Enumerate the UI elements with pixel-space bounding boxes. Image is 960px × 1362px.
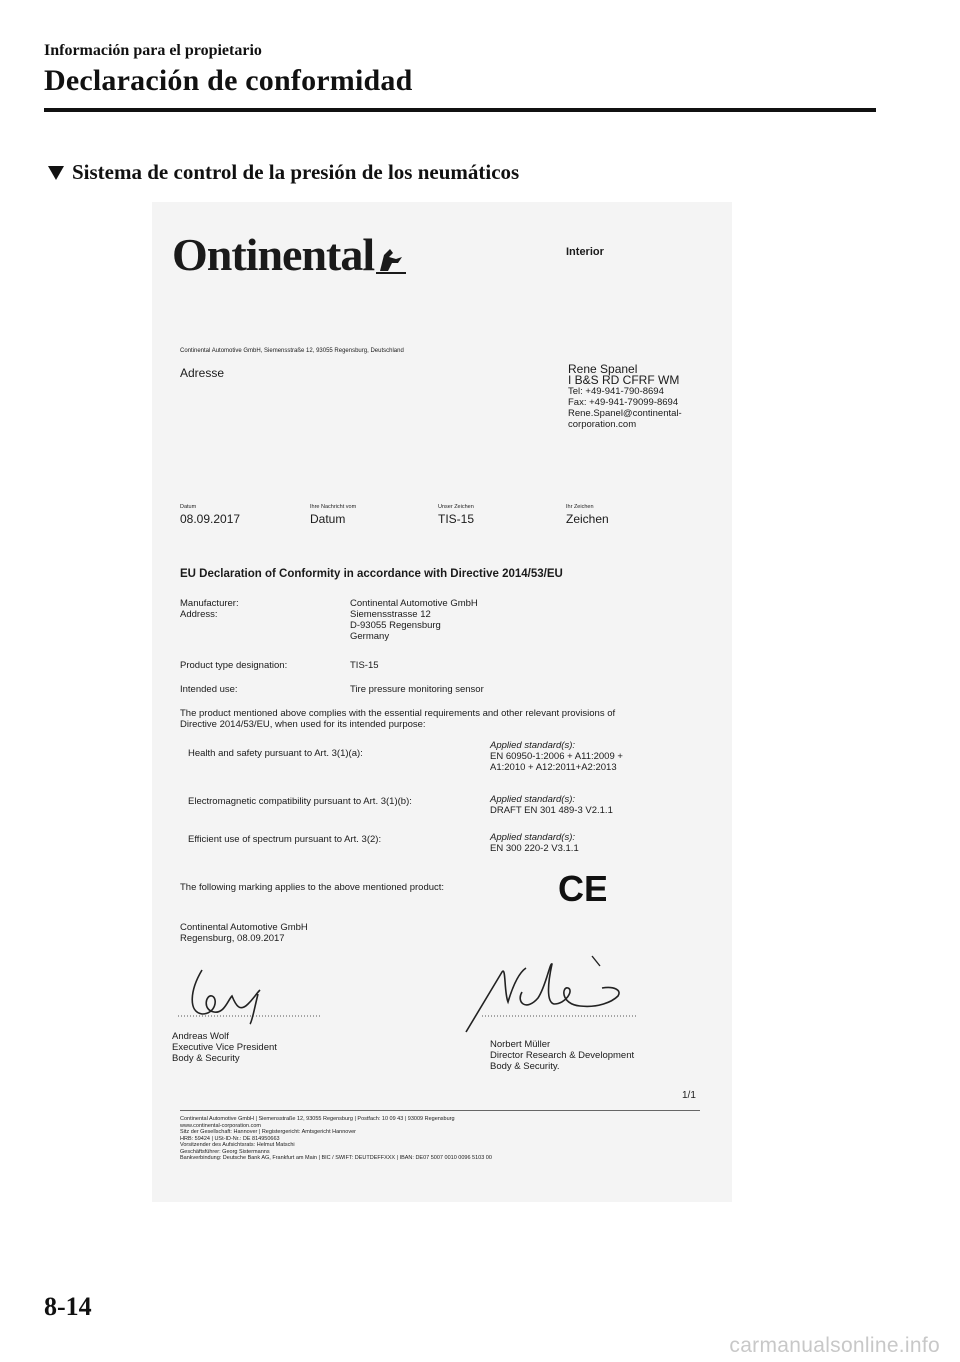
signer-left-text: [172, 1031, 332, 1064]
horse-icon: [376, 245, 406, 275]
contact-block: [568, 364, 732, 430]
ref-value: TIS-15: [438, 512, 475, 526]
footer-line: Geschäftsführer: Georg Sistermanns: [180, 1148, 270, 1155]
ce-mark-text: CE: [558, 870, 606, 906]
title-rule: [44, 108, 876, 112]
standard-heading: Applied standard(s):: [490, 794, 576, 805]
signature-right-graphic: [442, 952, 642, 1034]
standard-heading: Applied standard(s):: [490, 740, 576, 751]
page-title: Declaración de conformidad: [44, 64, 413, 97]
product-label: Product type designation:: [180, 660, 288, 671]
division-label: Interior: [566, 246, 604, 258]
ref-label: Ihre Nachricht vom: [310, 504, 357, 510]
declaration-title: EU Declaration of Conformity in accordance with Directive 2014/53/EU: [180, 568, 563, 580]
place-date: [180, 922, 308, 944]
place-line: Continental Automotive GmbH: [180, 922, 308, 933]
contact-fax: Fax: +49-941-79099-8694: [568, 397, 679, 408]
signer-name: Andreas Wolf: [172, 1031, 229, 1042]
logo-text: Ontinental: [172, 229, 375, 280]
ref-date: [180, 504, 240, 526]
footer-line: HRB: 59424 | USt-ID-Nr.: DE 814950663: [180, 1135, 280, 1142]
sender-line: Continental Automotive GmbH, Siemensstraße 12, 93055 Regensburg, Deutschland: [180, 348, 404, 354]
standard-line: A1:2010 + A12:2011+A2:2013: [490, 762, 617, 773]
ref-label: Unser Zeichen: [438, 504, 474, 510]
manufacturer-line: Continental Automotive GmbH: [350, 598, 478, 609]
manufacturer-line: Siemensstrasse 12: [350, 609, 431, 620]
ref-label: Ihr Zeichen: [566, 504, 594, 510]
continental-logo: [172, 228, 406, 281]
watermark: carmanualsonline.info: [729, 1334, 940, 1357]
applied-standard: [490, 740, 623, 773]
company-footer: [180, 1116, 700, 1162]
section-label: Información para el propietario: [44, 42, 262, 59]
address-field-label: Address:: [180, 609, 218, 620]
signer-right-text: [490, 1039, 642, 1072]
footer-line: Continental Automotive GmbH | Siemensstraße 12, 93055 Regensburg | Postfach: 10 09 43 | 93009 Regensburg: [180, 1116, 455, 1122]
statement-line: Directive 2014/53/EU, when used for its intended purpose:: [180, 719, 426, 730]
signer-name: Norbert Müller: [490, 1039, 551, 1050]
signer-title: Executive Vice President: [172, 1042, 277, 1053]
manufacturer-value: [350, 598, 478, 642]
triangle-down-icon: [48, 166, 64, 180]
manufacturer-line: D-93055 Regensburg: [350, 620, 441, 631]
manufacturer-line: Germany: [350, 631, 390, 642]
marking-text: The following marking applies to the above mentioned product:: [180, 882, 445, 893]
ref-value: Zeichen: [566, 512, 609, 526]
contact-email: Rene.Spanel@continental-corporation.com: [568, 408, 682, 430]
footer-line: Bankverbindung: Deutsche Bank AG, Frankfurt am Main | BIC / SWIFT: DEUTDEFFXXX | IBAN: DE07 5007 0010 0096 5103 00: [180, 1155, 492, 1161]
footer-line: Vorsitzender des Aufsichtsrats: Helmut Matschi: [180, 1142, 295, 1148]
place-line: Regensburg, 08.09.2017: [180, 933, 285, 944]
use-value: Tire pressure monitoring sensor: [350, 684, 484, 695]
applied-standard: [490, 794, 613, 816]
footer-rule: [180, 1110, 700, 1111]
contact-tel: Tel: +49-941-790-8694: [568, 386, 664, 397]
page-number: 8-14: [44, 1292, 92, 1321]
ref-your-message: [310, 504, 356, 526]
signer-division: Body & Security.: [490, 1061, 560, 1072]
signature-left-graphic: [172, 960, 332, 1026]
subsection-title: Sistema de control de la presión de los neumáticos: [72, 160, 520, 184]
subsection-heading: [48, 160, 519, 185]
declaration-scan: [152, 202, 732, 1202]
ce-mark-icon: [556, 870, 606, 911]
use-label: Intended use:: [180, 684, 238, 695]
signature-left: [172, 960, 332, 1064]
compliance-statement: [180, 708, 720, 730]
footer-line: www.continental-corporation.com: [180, 1122, 262, 1129]
address-label: Adresse: [180, 366, 225, 380]
standard-line: EN 60950-1:2006 + A11:2009 +: [490, 751, 623, 762]
statement-line: The product mentioned above complies with the essential requirements and other relevant provisions of: [180, 708, 616, 719]
applied-standard: [490, 832, 579, 854]
article-label: Electromagnetic compatibility pursuant to Art. 3(1)(b):: [188, 796, 412, 807]
footer-line: Sitz der Gesellschaft: Hannover | Registergericht: Amtsgericht Hannover: [180, 1129, 356, 1135]
manufacturer-label: Manufacturer:: [180, 598, 239, 609]
contact-dept: I B&S RD CFRF WM: [568, 373, 680, 387]
ce-mark-graphic: [556, 870, 606, 906]
ref-your-sign: [566, 504, 609, 526]
page-header: [44, 42, 876, 98]
signer-title: Director Research & Development: [490, 1050, 635, 1061]
standard-line: DRAFT EN 301 489-3 V2.1.1: [490, 805, 613, 816]
signature-right: [442, 952, 642, 1072]
signer-division: Body & Security: [172, 1053, 240, 1064]
product-value: TIS-15: [350, 660, 379, 671]
article-label: Efficient use of spectrum pursuant to Art. 3(2):: [188, 834, 382, 845]
ref-value: Datum: [310, 512, 346, 526]
article-label: Health and safety pursuant to Art. 3(1)(a):: [188, 748, 363, 759]
contact-name: Rene Spanel: [568, 362, 638, 376]
manufacturer-labels: [180, 598, 239, 620]
standard-heading: Applied standard(s):: [490, 832, 576, 843]
ref-label: Datum: [180, 504, 197, 510]
ref-value: 08.09.2017: [180, 512, 241, 526]
ref-our-sign: [438, 504, 474, 526]
standard-line: EN 300 220-2 V3.1.1: [490, 843, 579, 854]
page-fraction: 1/1: [682, 1090, 696, 1101]
